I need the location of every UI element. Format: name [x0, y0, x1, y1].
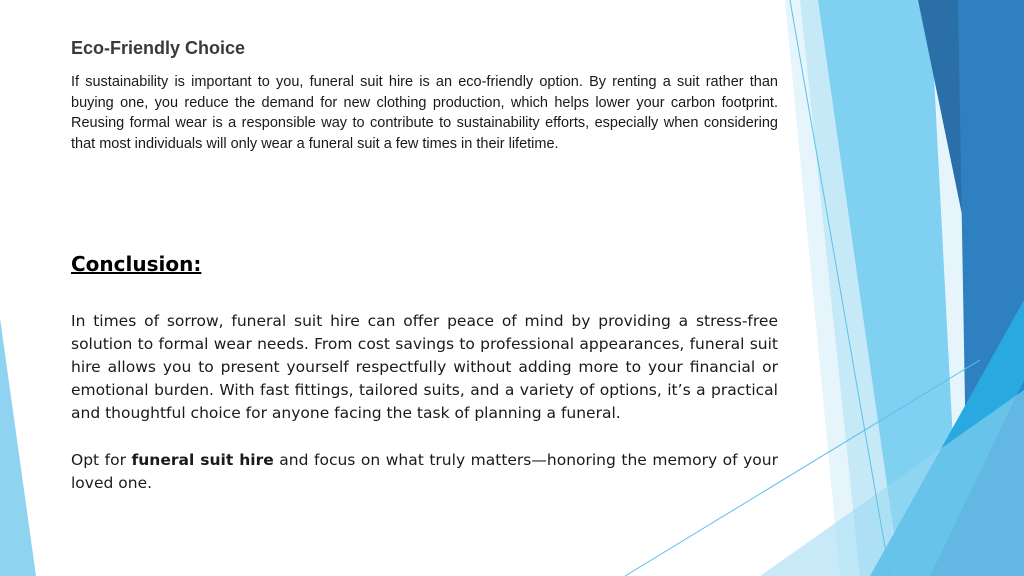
- eco-heading: Eco-Friendly Choice: [71, 38, 246, 58]
- eco-paragraph: If sustainability is important to you, funeral suit hire is an eco-friendly option. By renting a suit rather than buying one, you reduce the demand for new clothing production, which helps lower your carbon footprint. Reusing formal wear is a responsible way to contribute to sustainability efforts, especially when considering that most individuals will only wear a funeral suit a few times in their lifetime.: [71, 74, 778, 152]
- conclusion-heading: Conclusion:: [71, 252, 202, 276]
- closing-prefix: Opt for: [71, 451, 132, 469]
- closing-paragraph: [71, 449, 778, 495]
- funeral-suit-hire-link[interactable]: funeral suit hire: [131, 451, 274, 469]
- conclusion-paragraph: In times of sorrow, funeral suit hire can offer peace of mind by providing a stress-free solution to formal wear needs. From cost savings to professional appearances, funeral suit hire allows you to present yourself respectfully without adding more to your financial or emotional burden. With fast fittings, tailored suits, and a variety of options, it’s a practical and thoughtful choice for anyone facing the task of planning a funeral.: [71, 312, 778, 422]
- closing-suffix: and focus on what truly matters—honoring the memory of your loved one.: [71, 451, 778, 492]
